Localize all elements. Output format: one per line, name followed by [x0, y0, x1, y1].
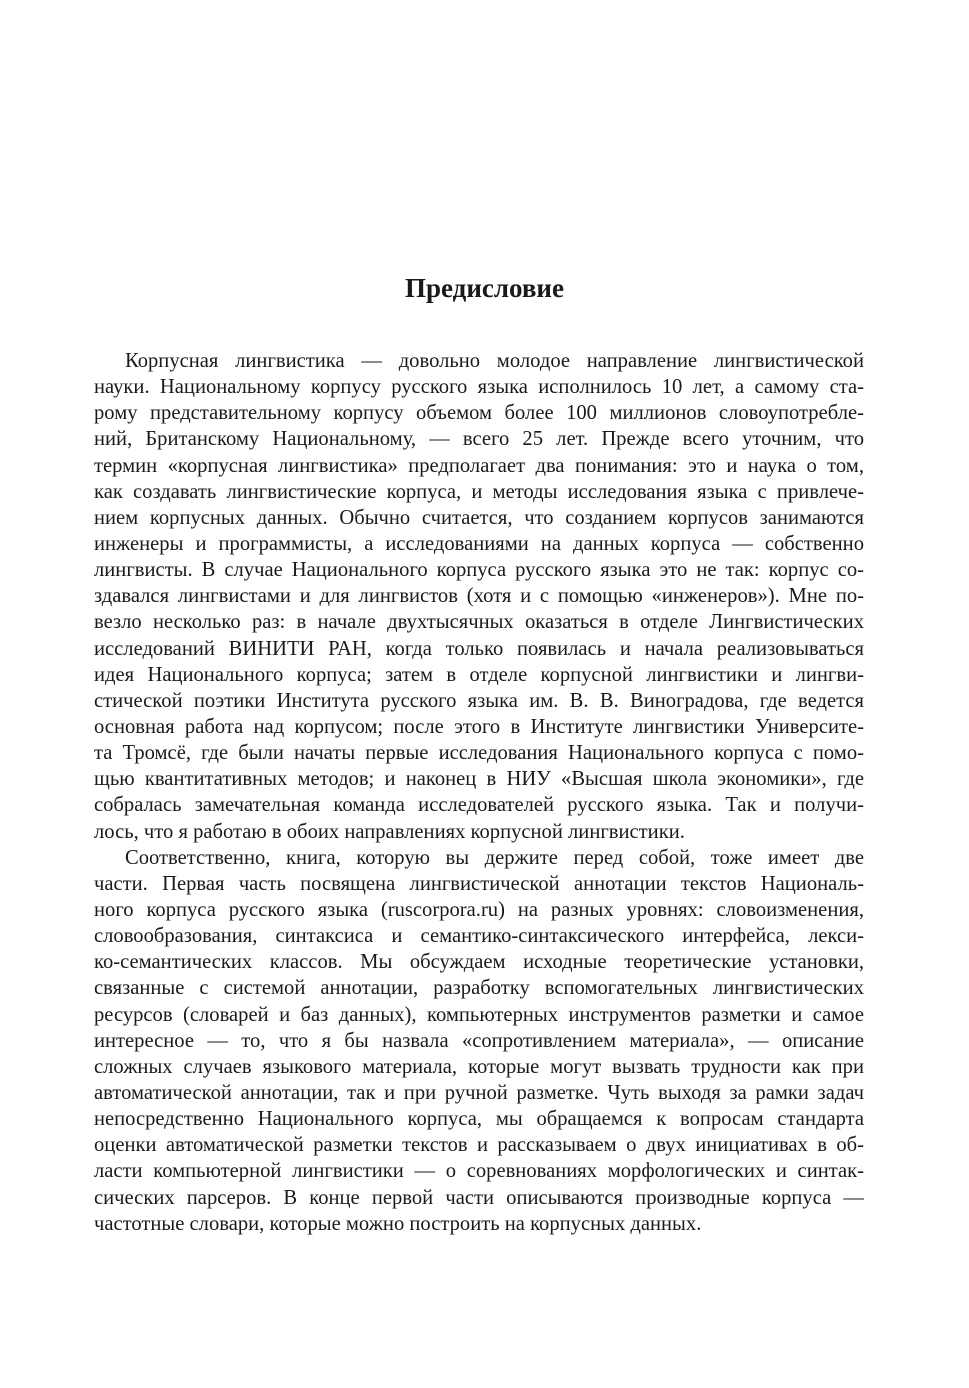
text-line: науки. Национальному корпусу русского языка исполнилось 10 лет, а самому ста-	[94, 376, 864, 399]
text-line: здавался лингвистами и для лингвистов (хотя и с помощью «инженеров»). Мне по-	[94, 585, 864, 608]
text-line: лингвисты. В случае Национального корпуса русского языка это не так: корпус со-	[94, 559, 864, 582]
preface-text	[94, 348, 864, 1237]
text-line: частотные словари, которые можно построить на корпусных данных.	[94, 1212, 702, 1235]
text-line: рому представительному корпусу объемом более 100 миллионов словоупотребле-	[94, 402, 864, 425]
paragraph	[94, 348, 864, 845]
text-line: интересное — то, что я бы назвала «сопротивлением материала», — описание	[94, 1029, 864, 1052]
text-line: ко-семантических классов. Мы обсуждаем исходные теоретические установки,	[94, 951, 864, 974]
text-line: словообразования, синтаксиса и семантико-синтаксического интерфейса, лекси-	[94, 925, 864, 948]
text-line: исследований ВИНИТИ РАН, когда только появилась и начала реализовываться	[94, 637, 864, 660]
text-line: щью квантитативных методов; и наконец в НИУ «Высшая школа экономики», где	[94, 768, 864, 791]
text-line: стической поэтики Института русского языка им. В. В. Виноградова, где ведется	[94, 689, 864, 712]
text-line: сических парсеров. В конце первой части описываются производные корпуса —	[94, 1186, 864, 1209]
text-line: основная работа над корпусом; после этого в Институте лингвистики Университе-	[94, 715, 864, 738]
text-line: непосредственно Национального корпуса, мы обращаемся к вопросам стандарта	[94, 1108, 864, 1131]
text-line: сложных случаев языкового материала, которые могут вызвать трудности как при	[94, 1055, 864, 1078]
text-line: собралась замечательная команда исследователей русского языка. Так и получи-	[94, 794, 864, 817]
text-line: автоматической аннотации, так и при ручной разметке. Чуть выходя за рамки задач	[94, 1081, 864, 1104]
text-line: лось, что я работаю в обоих направлениях корпусной лингвистики.	[94, 820, 685, 843]
text-line: нием корпусных данных. Обычно считается, что созданием корпусов занимаются	[94, 506, 864, 529]
text-line: Корпусная лингвистика — довольно молодое направление лингвистической	[125, 350, 864, 372]
text-line: та Тромсё, где были начаты первые исследования Национального корпуса с помо-	[94, 742, 864, 765]
text-line: ного корпуса русского языка (ruscorpora.ru) на разных уровнях: словоизменения,	[94, 898, 864, 921]
text-line: термин «корпусная лингвистика» предполагает два понимания: это и наука о том,	[94, 454, 864, 477]
text-line: как создавать лингвистические корпуса, и методы исследования языка с привлече-	[94, 480, 864, 503]
text-line: ласти компьютерной лингвистики — о соревнованиях морфологических и синтак-	[94, 1160, 864, 1183]
page-title: Предисловие	[405, 273, 564, 303]
text-line: идея Национального корпуса; затем в отделе корпусной лингвистики и лингви-	[94, 663, 864, 686]
text-line: связанные с системой аннотации, разработку вспомогательных лингвистических	[94, 977, 864, 1000]
paragraph	[94, 845, 864, 1237]
text-line: Соответственно, книга, которую вы держите перед собой, тоже имеет две	[125, 846, 864, 869]
text-line: части. Первая часть посвящена лингвистической аннотации текстов Националь-	[94, 872, 864, 895]
text-line: ний, Британскому Национальному, — всего 25 лет. Прежде всего уточним, что	[94, 428, 864, 451]
text-line: инженеры и программисты, а исследованиями на данных корпуса — собственно	[94, 532, 864, 555]
text-line: ресурсов (словарей и баз данных), компьютерных инструментов разметки и самое	[94, 1003, 864, 1026]
text-line: везло несколько раз: в начале двухтысячных оказаться в отделе Лингвистических	[94, 611, 864, 634]
text-line: оценки автоматической разметки текстов и рассказываем о двух инициативах в об-	[94, 1134, 864, 1157]
